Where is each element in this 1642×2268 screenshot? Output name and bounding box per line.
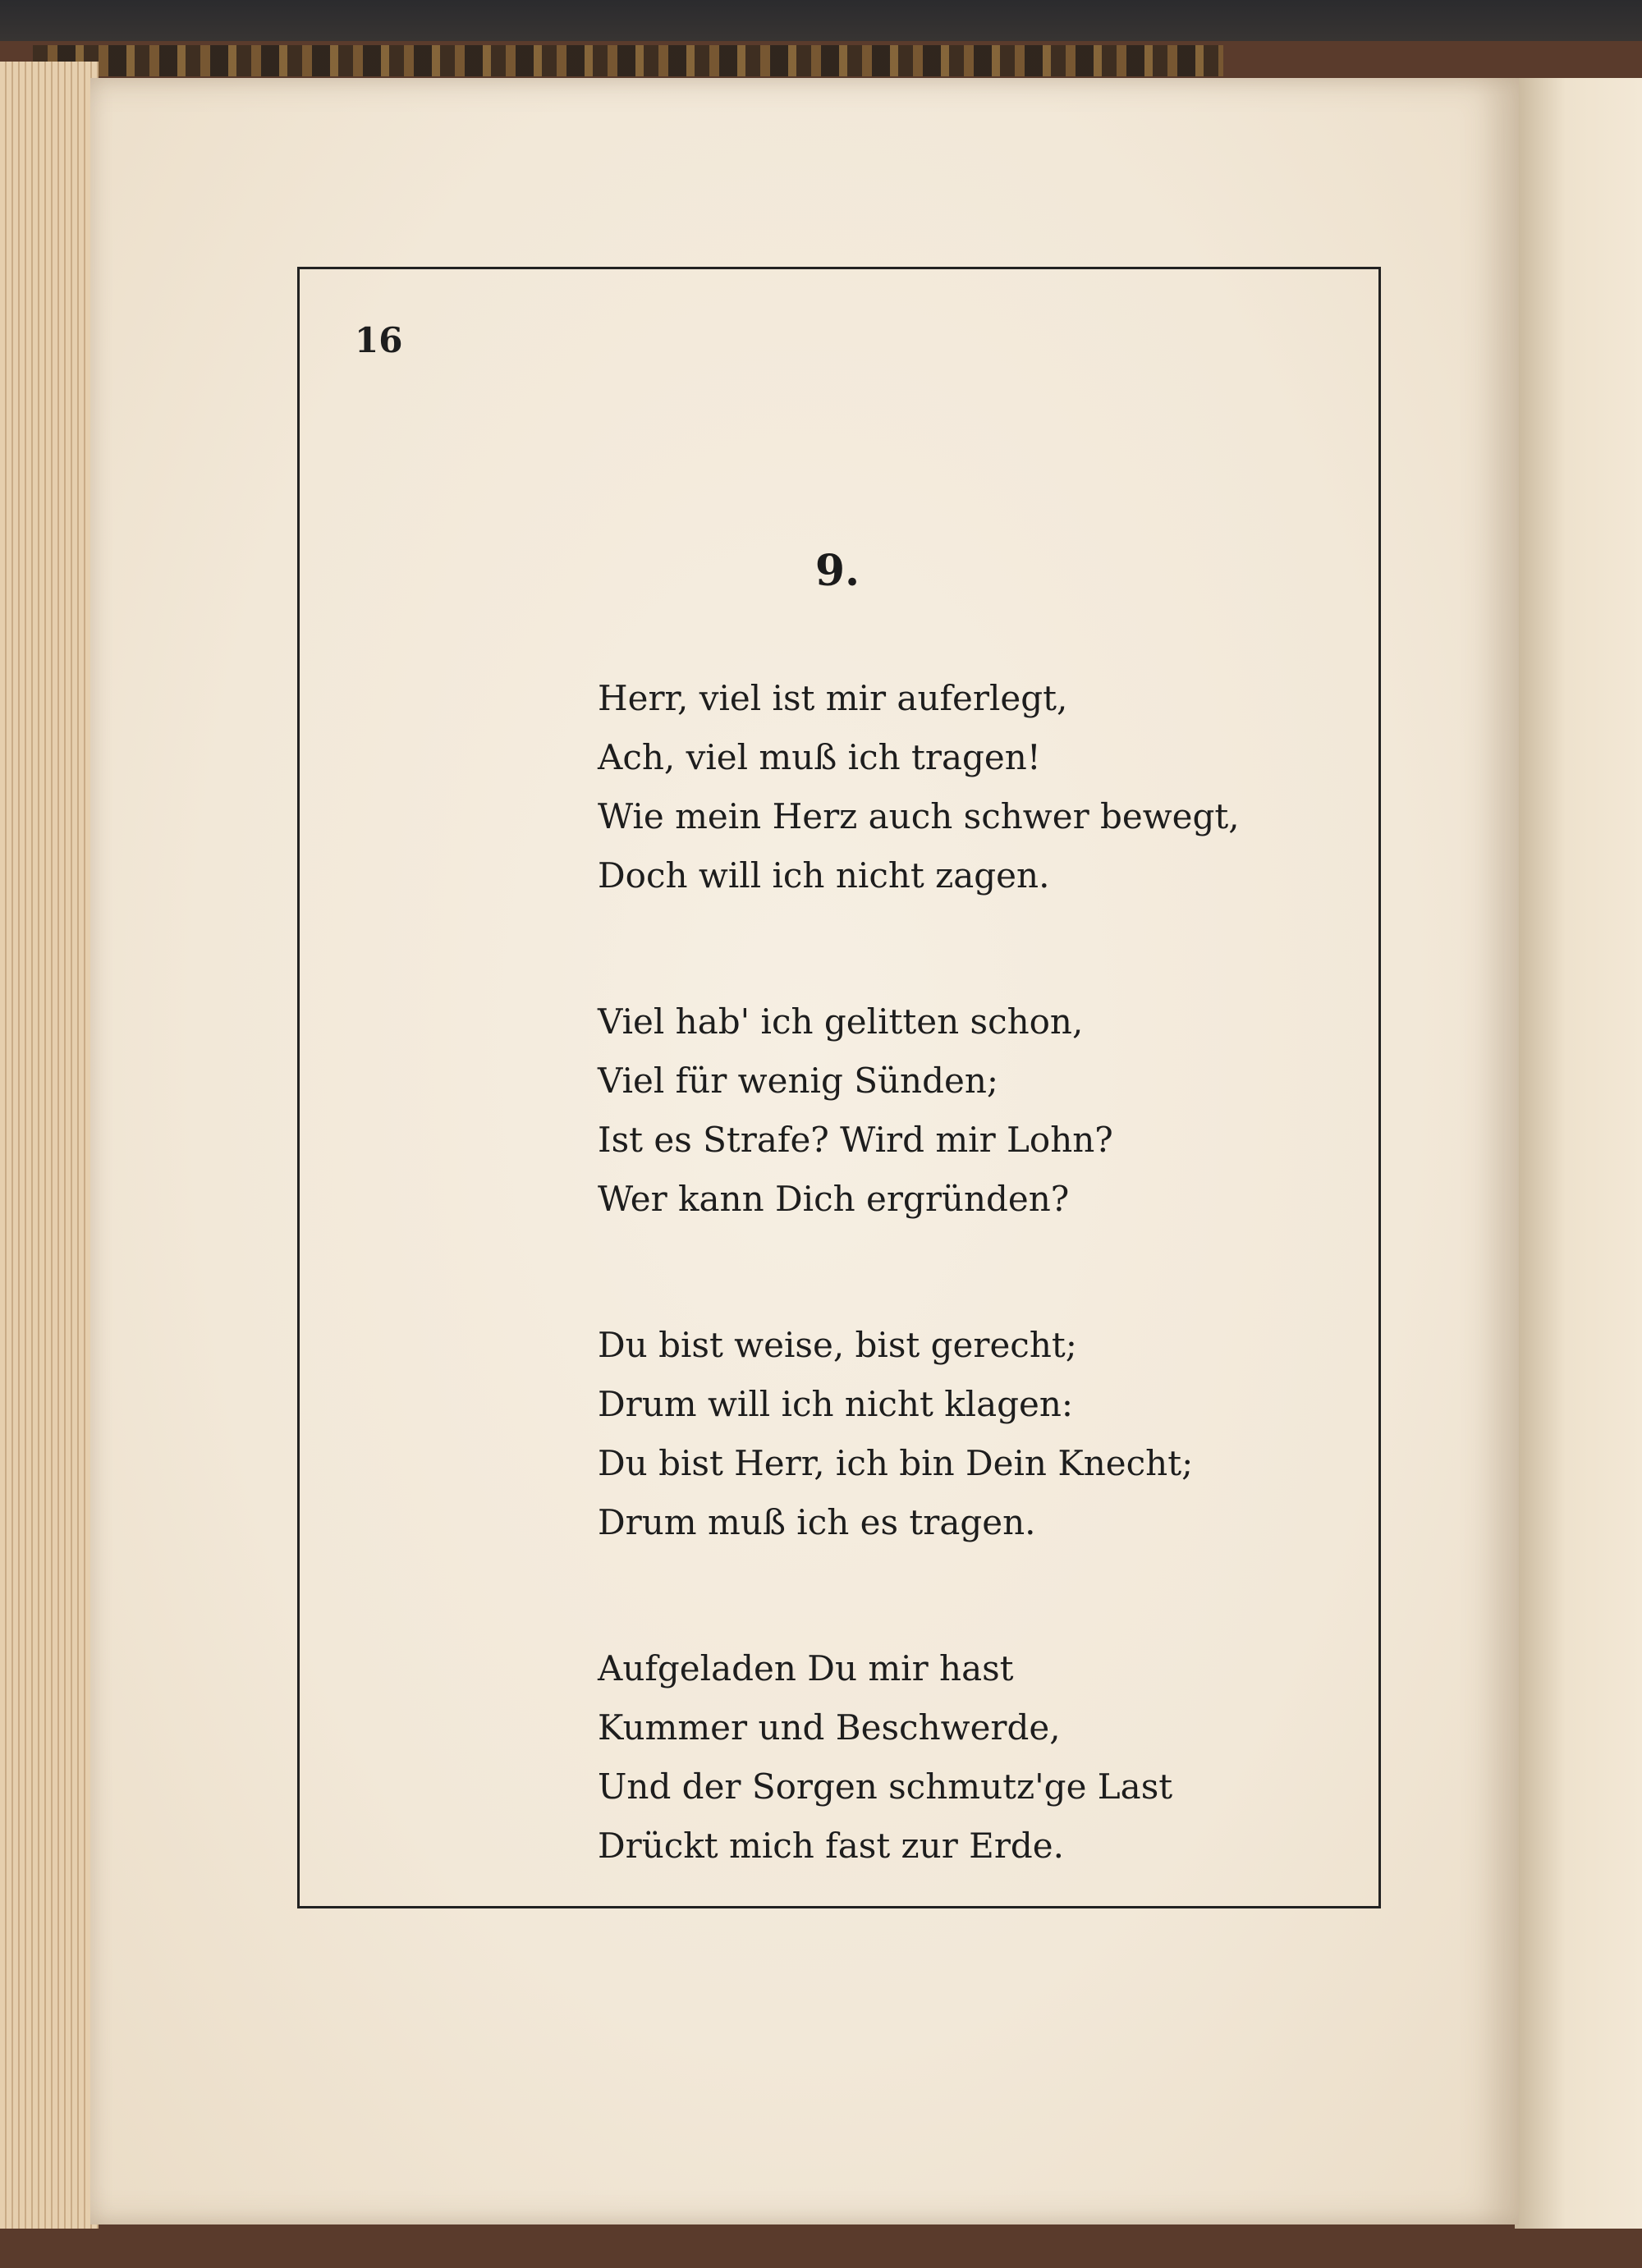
- poem-line: Drum will ich nicht klagen:: [598, 1384, 1074, 1424]
- poem-line: Viel für wenig Sünden;: [598, 1061, 999, 1101]
- poem-line: Aufgeladen Du mir hast: [598, 1648, 1014, 1688]
- stanza-2: [598, 992, 1337, 1229]
- poem-line: Und der Sorgen schmutz'ge Last: [598, 1766, 1173, 1807]
- poem-line: Du bist weise, bist gerecht;: [598, 1325, 1077, 1365]
- poem-line: Doch will ich nicht zagen.: [598, 855, 1050, 896]
- stanza-4: [598, 1639, 1337, 1876]
- poem-line: Kummer und Beschwerde,: [598, 1707, 1061, 1748]
- poem-line: Drückt mich fast zur Erde.: [598, 1826, 1064, 1866]
- poem-line: Du bist Herr, ich bin Dein Knecht;: [598, 1443, 1194, 1483]
- poem-line: Ach, viel muß ich tragen!: [598, 737, 1041, 777]
- poem-line: Ist es Strafe? Wird mir Lohn?: [598, 1120, 1113, 1160]
- marbled-cover-edge: [33, 45, 1223, 76]
- poem-number: 9.: [814, 546, 860, 596]
- poem-line: Wer kann Dich ergründen?: [598, 1179, 1070, 1219]
- poem-line: Viel hab' ich gelitten schon,: [598, 1001, 1084, 1042]
- poem-line: Herr, viel ist mir auferlegt,: [598, 678, 1068, 718]
- poem-text: [598, 669, 1337, 1876]
- stanza-3: [598, 1316, 1337, 1552]
- facing-page-edge: [1515, 78, 1642, 2229]
- page-number: 16: [355, 320, 403, 360]
- stanza-1: [598, 669, 1337, 905]
- page-stack-edge: [0, 62, 99, 2229]
- poem-line: Wie mein Herz auch schwer bewegt,: [598, 796, 1240, 836]
- poem-line: Drum muß ich es tragen.: [598, 1502, 1036, 1542]
